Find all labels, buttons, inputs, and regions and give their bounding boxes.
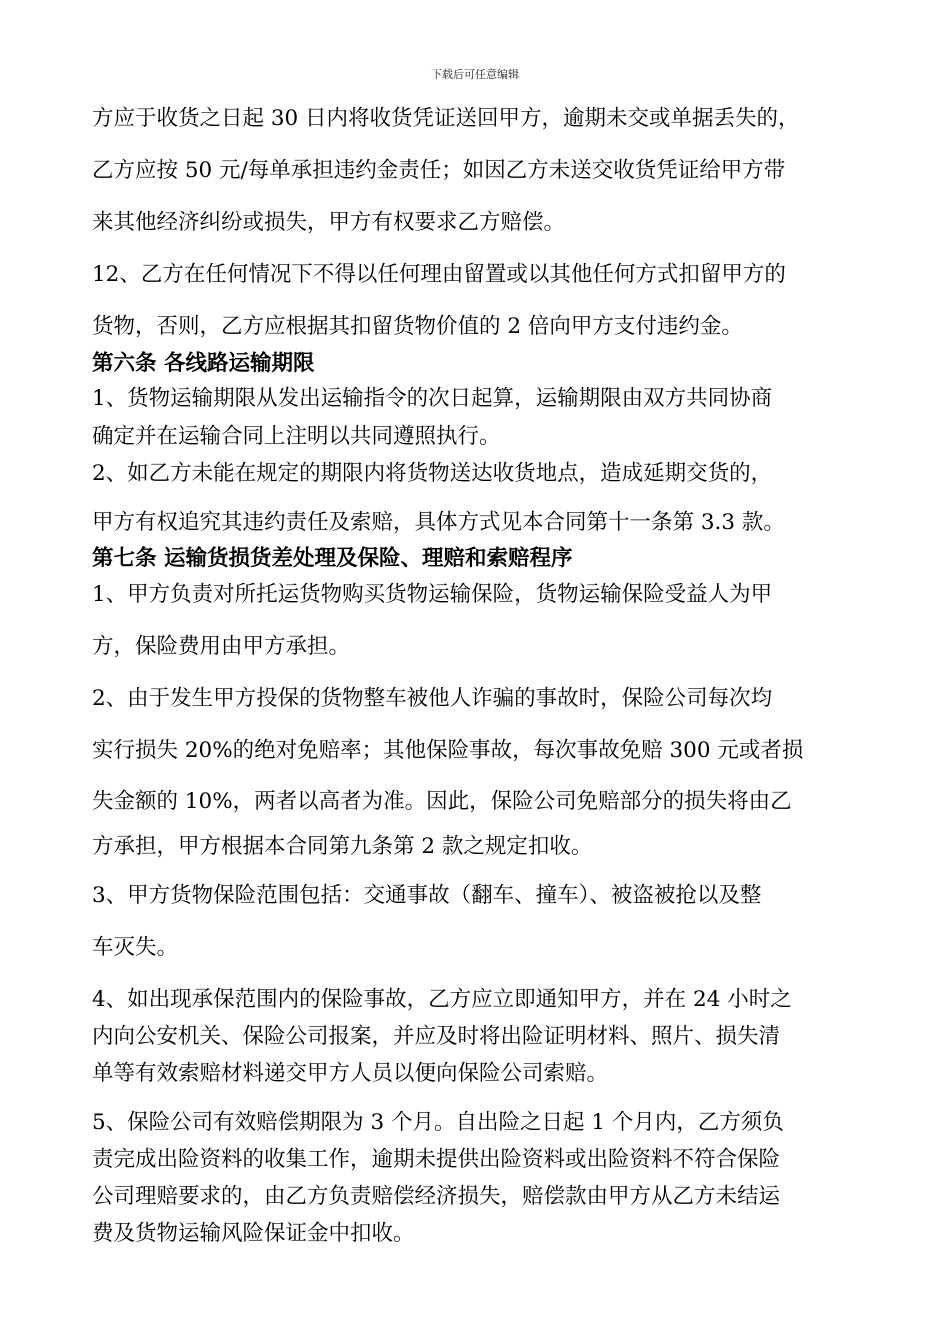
text-line: 确定并在运输合同上注明以共同遵照执行。 bbox=[92, 424, 501, 449]
text-line: 货物，否则，乙方应根据其扣留货物价值的 2 倍向甲方支付违约金。 bbox=[92, 314, 743, 339]
text-line: 实行损失 20%的绝对免赔率；其他保险事故，每次事故免赔 300 元或者损 bbox=[92, 738, 804, 763]
text-line: 2、由于发生甲方投保的货物整车被他人诈骗的事故时，保险公司每次均 bbox=[92, 686, 773, 711]
text-line: 4、如出现承保范围内的保险事故，乙方应立即通知甲方，并在 24 小时之 bbox=[92, 987, 792, 1012]
text-line: 费及货物运输风险保证金中扣收。 bbox=[92, 1221, 415, 1246]
text-line: 2、如乙方未能在规定的期限内将货物送达收货地点，造成延期交货的， bbox=[92, 461, 773, 486]
text-line: 乙方应按 50 元/每单承担违约金责任；如因乙方未送交收货凭证给甲方带 bbox=[92, 158, 786, 183]
text-line: 1、甲方负责对所托运货物购买货物运输保险，货物运输保险受益人为甲 bbox=[92, 582, 773, 607]
text-line: 3、甲方货物保险范围包括：交通事故（翻车、撞车）、被盗被抢以及整 bbox=[92, 883, 762, 908]
text-line: 公司理赔要求的，由乙方负责赔偿经济损失，赔偿款由甲方从乙方未结运 bbox=[92, 1184, 781, 1209]
text-line: 甲方有权追究其违约责任及索赔，具体方式见本合同第十一条第 3.3 款。 bbox=[92, 510, 785, 535]
text-line: 方，保险费用由甲方承担。 bbox=[92, 634, 351, 659]
text-line: 单等有效索赔材料递交甲方人员以便向保险公司索赔。 bbox=[92, 1061, 609, 1086]
text-line: 内向公安机关、保险公司报案，并应及时将出险证明材料、照片、损失清 bbox=[92, 1024, 781, 1049]
section-heading: 第七条 运输货损货差处理及保险、理赔和索赔程序 bbox=[92, 546, 573, 571]
page-header: 下载后可任意编辑 bbox=[431, 68, 519, 81]
text-line: 失金额的 10%，两者以高者为准。因此，保险公司免赔部分的损失将由乙 bbox=[92, 789, 792, 814]
text-line: 方承担，甲方根据本合同第九条第 2 款之规定扣收。 bbox=[92, 834, 593, 859]
text-line: 方应于收货之日起 30 日内将收货凭证送回甲方，逾期未交或单据丢失的， bbox=[92, 106, 800, 131]
text-line: 责完成出险资料的收集工作，逾期未提供出险资料或出险资料不符合保险 bbox=[92, 1147, 781, 1172]
text-line: 12、乙方在任何情况下不得以任何理由留置或以其他任何方式扣留甲方的 bbox=[92, 262, 786, 287]
text-line: 1、货物运输期限从发出运输指令的次日起算，运输期限由双方共同协商 bbox=[92, 386, 773, 411]
text-line: 车灭失。 bbox=[92, 935, 179, 960]
text-line: 5、保险公司有效赔偿期限为 3 个月。自出险之日起 1 个月内，乙方须负 bbox=[92, 1110, 784, 1135]
text-line: 来其他经济纠纷或损失，甲方有权要求乙方赔偿。 bbox=[92, 210, 566, 235]
section-heading: 第六条 各线路运输期限 bbox=[92, 351, 315, 376]
